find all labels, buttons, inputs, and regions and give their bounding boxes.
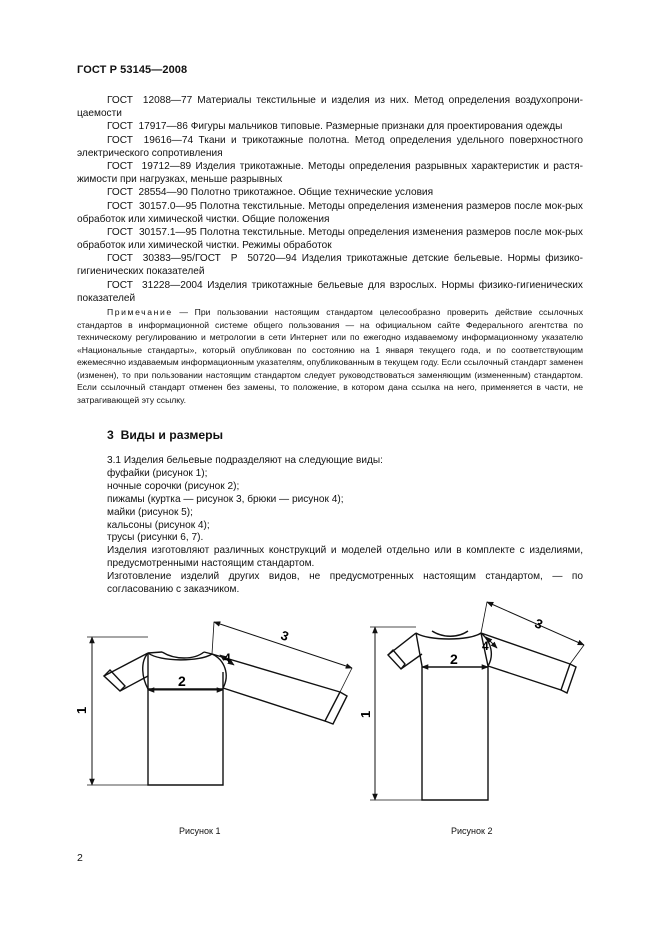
reference-title: Полотна текстильные. Методы определения изменения размеров после мок-рых обработок или химической чистки. Общие положения: [77, 200, 583, 225]
note-block: [77, 306, 583, 406]
reference-code: ГОСТ 12088—77: [107, 95, 193, 106]
figures-area: [0, 600, 661, 840]
section-number: 3: [107, 428, 114, 442]
reference-code: ГОСТ 28554—90: [107, 187, 188, 199]
reference-title: Полотно трикотажное. Общие технические условия: [190, 187, 434, 199]
reference-code: ГОСТ 31228—2004: [107, 279, 203, 291]
list-item: кальсоны (рисунок 4);: [107, 519, 210, 531]
figure-1-drawing: [104, 652, 347, 785]
figure-1-dimensions: [87, 622, 352, 785]
figure-2-drawing: [388, 631, 576, 800]
reference-code: ГОСТ 19712—89: [107, 161, 192, 173]
paragraph: Изделия изготовляют различных конструкций и моделей отдельно или в комплекте с изделиями, предусмотренными настоящим стандартом.: [107, 545, 583, 570]
reference-title: Изделия трикотажные. Методы определения разрывных характеристик и растя-жимости при нагрузках, меньше разрывных: [77, 161, 583, 185]
list-item: ночные сорочки (рисунок 2);: [107, 480, 240, 492]
list-item: трусы (рисунки 6, 7).: [107, 532, 204, 544]
garment-neckline: [148, 653, 212, 660]
reference-code: ГОСТ 17917—86: [107, 121, 188, 133]
reference-item: [77, 187, 583, 200]
figure-caption: Рисунок 2: [451, 826, 493, 836]
reference-item: [77, 95, 583, 121]
section-title: Виды и размеры: [120, 428, 224, 442]
reference-title: Полотна текстильные. Методы определения изменения размеров после мок-рых обработок или химической чистки. Режимы обработок: [77, 227, 583, 251]
list-item: фуфайки (рисунок 1);: [107, 467, 208, 479]
page-header: ГОСТ Р 53145—2008: [77, 64, 188, 76]
reference-title: Изделия трикотажные бельевые для взрослых. Нормы физико-гигиенических показателей: [77, 279, 583, 304]
sleeve-right-cuff: [325, 692, 347, 724]
sleeve-left: [104, 653, 148, 691]
reference-title: Фигуры мальчиков типовые. Размерные признаки для проектирования одежды: [190, 121, 563, 133]
dim-label: 1: [74, 706, 89, 714]
dim-label: 3: [278, 627, 291, 645]
dim-label: 4: [482, 639, 489, 653]
dim-label: 2: [450, 651, 458, 667]
figure-caption: Рисунок 1: [179, 826, 221, 836]
note-label: Примечание: [107, 307, 173, 317]
dim-label: 1: [358, 710, 373, 718]
reference-code: ГОСТ 19616—74: [107, 134, 194, 146]
sleeve-left-cuff: [388, 650, 405, 669]
reference-item: [77, 135, 583, 161]
reference-code: ГОСТ 30157.1—95: [107, 227, 197, 239]
paragraph: Изготовление изделий других видов, не предусмотренных настоящим стандартом, — по согласованию с заказчиком.: [107, 571, 583, 596]
page-number: 2: [77, 852, 83, 864]
reference-code: ГОСТ 30157.0—95: [107, 200, 197, 212]
list-item: майки (рисунок 5);: [107, 506, 193, 518]
reference-item: [77, 201, 583, 227]
reference-item: [77, 121, 583, 134]
reference-title: Ткани и трикотажные полотна. Метод определения удельного поверхностного электрического сопротивления: [77, 134, 583, 159]
garment-collar: [162, 652, 204, 658]
note-text: — При пользовании настоящим стандартом целесообразно проверить действие ссылочных стандартов в информационной системе общего пользования — на официальном сайте Федерального агентства по техническому регулированию и метрологии в сети Интернет или по ежегодно издаваемому информационному указателю «Национальные стандарты», который опубликован по состоянию на 1 января текущего года, и по соответствующим ежемесячно издаваемым информационным указателям, опубликованным в текущем году. Если ссылочный стандарт заменен (изменен), то при пользовании настоящим стандартом следует руководствоваться заменяющим (измененным) стандартом. Если ссылочный стандарт отменен без замены, то положение, в котором дана ссылка на него, применяется в части, не затрагивающей эту ссылку.: [77, 307, 583, 405]
reference-item: [77, 161, 583, 187]
reference-item: [77, 253, 583, 279]
dim-label: 3: [532, 615, 545, 633]
section-body: [77, 455, 583, 597]
garment-collar: [432, 631, 468, 636]
section-intro: 3.1 Изделия бельевые подразделяют на следующие виды:: [107, 455, 383, 466]
sleeve-right: [481, 633, 570, 690]
reference-item: [77, 280, 583, 306]
sleeve-right: [212, 654, 340, 721]
list-item: пижамы (куртка — рисунок 3, брюки — рисунок 4);: [107, 493, 344, 505]
dim-label: 2: [178, 673, 186, 689]
left-armhole: [143, 653, 148, 689]
reference-item: [77, 227, 583, 253]
reference-code: ГОСТ 30383—95/ГОСТ Р 50720—94: [107, 253, 297, 265]
sleeve-left-cuff: [104, 670, 125, 691]
figure-2-dimensions: [370, 602, 584, 800]
dim-label: 4: [224, 651, 231, 665]
section-heading: [107, 428, 223, 442]
reference-list: [77, 95, 583, 306]
reference-title: Материалы текстильные и изделия из них. Метод определения воздухопрони-цаемости: [77, 95, 584, 119]
reference-title: Изделия трикотажные детские бельевые. Нормы физико-гигиенических показателей: [77, 253, 583, 278]
